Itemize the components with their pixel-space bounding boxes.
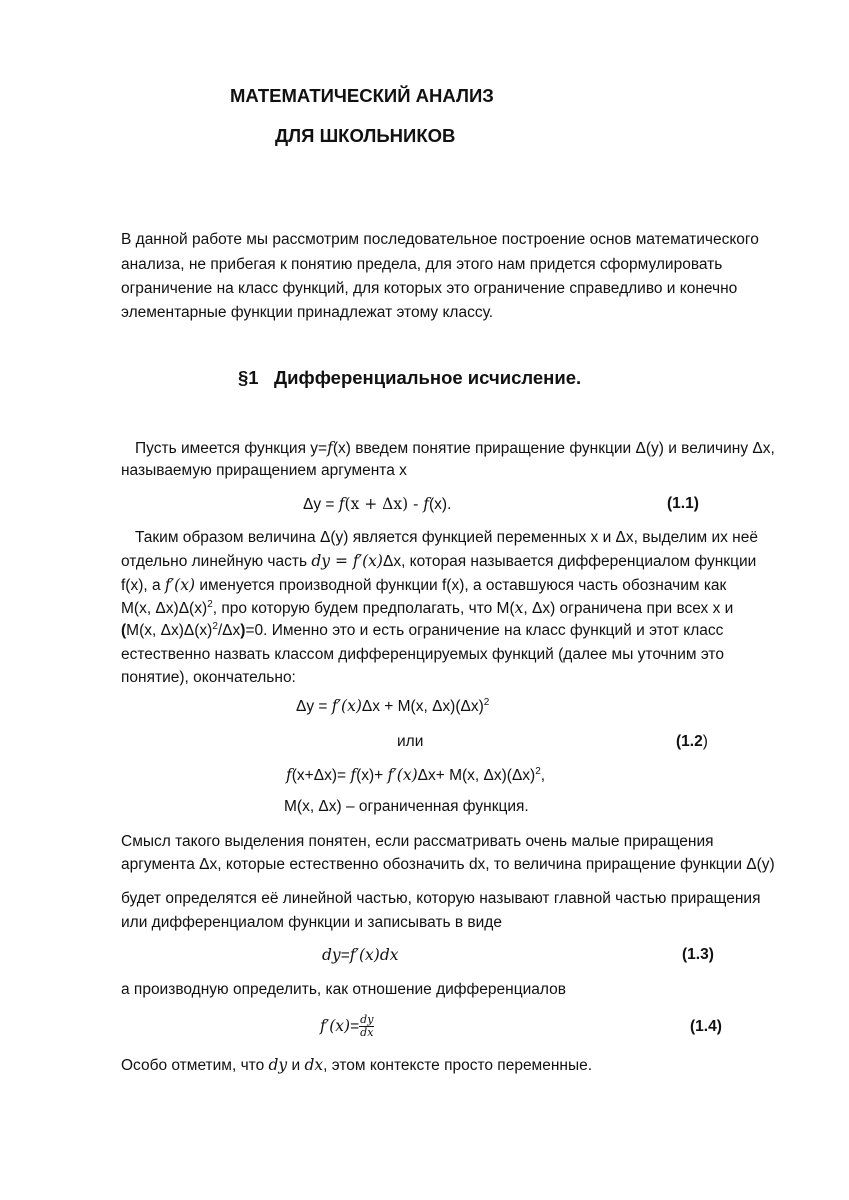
title-line-2: ДЛЯ ШКОЛЬНИКОВ: [275, 125, 456, 146]
paragraph-line: M(x, $\Delta x)\Delta(x)^2$, про которую будем предполагать, что M(𝑥, Δx) ограничена при всех x и: [121, 599, 734, 617]
paragraph-line: Пусть имеется функция y=𝑓(x) введем понятие приращение функции Δ(y) и величину Δx,: [135, 439, 775, 457]
paragraph-line: или дифференциалом функции и записывать в виде: [121, 914, 502, 931]
equation-label: (1.3): [682, 946, 714, 963]
intro-line: анализа, не прибегая к понятию предела, для этого нам придется сформулировать: [121, 256, 723, 273]
paragraph-line: f(x), а 𝑓′(𝑥) именуется производной функции f(x), а оставшуюся часть обозначим как: [121, 576, 727, 594]
paragraph-line: Смысл такого выделения понятен, если рассматривать очень малые приращения: [121, 833, 714, 850]
paragraph-line: а производную определить, как отношение дифференциалов: [121, 981, 566, 998]
section-heading: [238, 368, 581, 388]
equation-or: или: [397, 733, 424, 750]
paragraph-line: аргумента Δx, которые естественно обозначить dx, то величина приращение функции Δ(y): [121, 856, 775, 873]
equation-1-4: 𝑓′(𝑥)= $\frac{\text{𝑑𝑦}}{\text{𝑑𝑥}}$: [320, 1013, 374, 1040]
equation-1-2-line-2: 𝑓(x+Δx)= 𝑓(x)+ 𝑓′(𝑥)Δx+ M(x, $\Delta x)(\Delta x)^2$,: [286, 766, 546, 784]
equation-1-1: Δy = 𝑓(x + Δx) - 𝑓(x).: [303, 495, 452, 513]
title-line-1: МАТЕМАТИЧЕСКИЙ АНАЛИЗ: [230, 85, 494, 106]
section-title: Дифференциальное исчисление.: [274, 367, 582, 388]
section-number: §1: [238, 367, 259, 388]
equation-label: (1.4): [690, 1018, 722, 1035]
equation-label: (1.2): [676, 733, 708, 750]
paragraph-line: называемую приращением аргумента x: [121, 462, 407, 479]
equation-1-2-line-1: Δy = 𝑓′(𝑥)Δx + M(x, $\Delta x)(\Delta x)^2$: [296, 697, 490, 715]
intro-line: В данной работе мы рассмотрим последовательное построение основ математического: [121, 231, 759, 248]
paragraph-line: Таким образом величина Δ(y) является функцией переменных x и Δx, выделим их неё: [135, 529, 758, 546]
equation-1-3: 𝑑𝑦=𝑓′(𝑥)𝑑𝑥: [322, 946, 399, 964]
paragraph-line: будет определятся её линейной частью, которую называют главной частью приращения: [121, 890, 761, 907]
equation-label: (1.1): [667, 495, 699, 512]
paragraph-line: Особо отметим, что 𝑑𝑦 и 𝑑𝑥, этом контексте просто переменные.: [121, 1056, 593, 1074]
paragraph-line: естественно назвать классом дифференцируемых функций (далее мы уточним это: [121, 646, 724, 663]
paragraph-line: понятие), окончательно:: [121, 669, 296, 686]
intro-line: ограничение на класс функций, для которых это ограничение справедливо и конечно: [121, 280, 738, 297]
equation-1-2-note: M(x, Δx) – ограниченная функция.: [284, 798, 529, 815]
intro-line: элементарные функции принадлежат этому классу.: [121, 304, 494, 321]
paragraph-line: (M(x, $\Delta x)\Delta(x)^2/\Delta x)=0$. Именно это и есть ограничение на класс функций и этот класс: [121, 621, 724, 639]
paragraph-line: отдельно линейную часть 𝑑𝑦 = 𝑓′(𝑥)Δx, которая называется дифференциалом функции: [121, 552, 757, 570]
fraction: $\frac{\text{𝑑𝑦}}{\text{𝑑𝑥}}$: [360, 1013, 374, 1040]
